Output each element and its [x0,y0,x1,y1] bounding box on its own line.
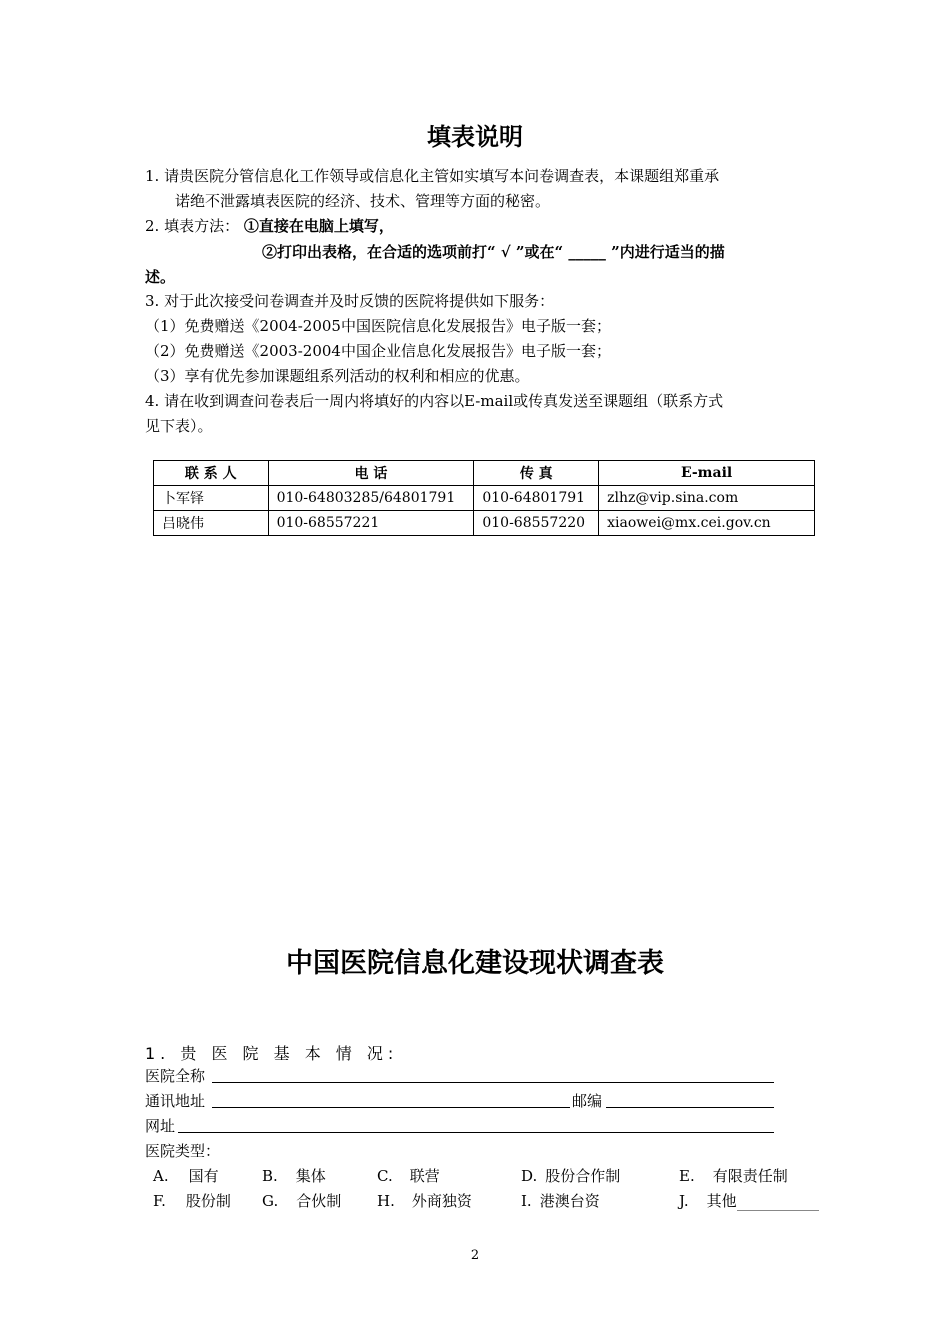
header-phone: 电 话 [268,461,474,486]
hospital-type-label: 医院类型： [145,1142,221,1160]
page-number: 2 [470,1248,480,1263]
contact-phone: 010-68557221 [268,511,474,536]
type-option-a[interactable]: A. 国有 [153,1167,219,1185]
address-field[interactable] [212,1107,570,1108]
contact-email: xiaowei@mx.cei.gov.cn [599,511,815,536]
contact-phone: 010-64803285/64801791 [268,486,474,511]
hospital-name-label: 医院全称 [145,1067,206,1085]
type-option-j[interactable]: J. 其他 [679,1191,819,1211]
contact-name: 卜军铎 [154,486,269,511]
website-field[interactable] [178,1132,774,1133]
instruction-item-3: 3. 对于此次接受问卷调查并及时反馈的医院将提供如下服务： [145,292,555,310]
fill-method-2-cont: 述。 [145,268,176,286]
service-3: （3）享有优先参加课题组系列活动的权利和相应的优惠。 [145,367,530,385]
header-fax: 传 真 [474,461,599,486]
contact-name: 吕晓伟 [154,511,269,536]
table-header-row [154,461,815,486]
instruction-item-1-line1: 1. 请贵医院分管信息化工作领导或信息化主管如实填写本问卷调查表，本课题组郑重承 [145,167,720,185]
section-1-title: 1. 贵 医 院 基 本 情 况: [145,1044,399,1063]
type-option-i[interactable]: I. 港澳台资 [521,1192,600,1210]
service-1: （1）免费赠送《2004-2005中国医院信息化发展报告》电子版一套； [145,317,611,335]
survey-title: 中国医院信息化建设现状调查表 [286,948,664,979]
fill-method-1: ①直接在电脑上填写， [243,217,394,235]
table-row [154,486,815,511]
type-option-g[interactable]: G. 合伙制 [262,1192,342,1210]
header-contact: 联 系 人 [154,461,269,486]
contact-fax: 010-64801791 [474,486,599,511]
service-2: （2）免费赠送《2003-2004中国企业信息化发展报告》电子版一套； [145,342,611,360]
address-label: 通讯地址 [145,1092,206,1110]
other-type-field[interactable] [737,1196,819,1211]
table-row [154,511,815,536]
website-label: 网址 [145,1117,176,1135]
instruction-item-4-line2: 见下表）。 [145,417,213,435]
type-option-c[interactable]: C. 联营 [377,1167,440,1185]
instruction-item-4-line1: 4. 请在收到调查问卷表后一周内将填好的内容以E-mail或传真发送至课题组（联系方式 [145,392,724,410]
type-option-f[interactable]: F. 股份制 [153,1192,231,1210]
instruction-item-2-prefix: 2. 填表方法： [145,217,244,235]
type-option-b[interactable]: B. 集体 [262,1167,326,1185]
fill-method-2: ②打印出表格，在合适的选项前打“ √ ”或在“ _____ ”内进行适当的描 [262,243,725,261]
type-option-e[interactable]: E. 有限责任制 [679,1167,788,1185]
header-email: E-mail [599,461,815,486]
contact-email: zlhz@vip.sina.com [599,486,815,511]
contacts-table [153,460,815,536]
instruction-item-2 [145,216,394,236]
postcode-label: 邮编 [572,1092,603,1110]
contact-fax: 010-68557220 [474,511,599,536]
instructions-title: 填表说明 [427,123,523,151]
type-option-d[interactable]: D. 股份合作制 [521,1167,621,1185]
type-option-h[interactable]: H. 外商独资 [377,1192,472,1210]
hospital-name-field[interactable] [212,1082,774,1083]
instruction-item-1-line2: 诺绝不泄露填表医院的经济、技术、管理等方面的秘密。 [175,192,551,210]
postcode-field[interactable] [606,1107,774,1108]
